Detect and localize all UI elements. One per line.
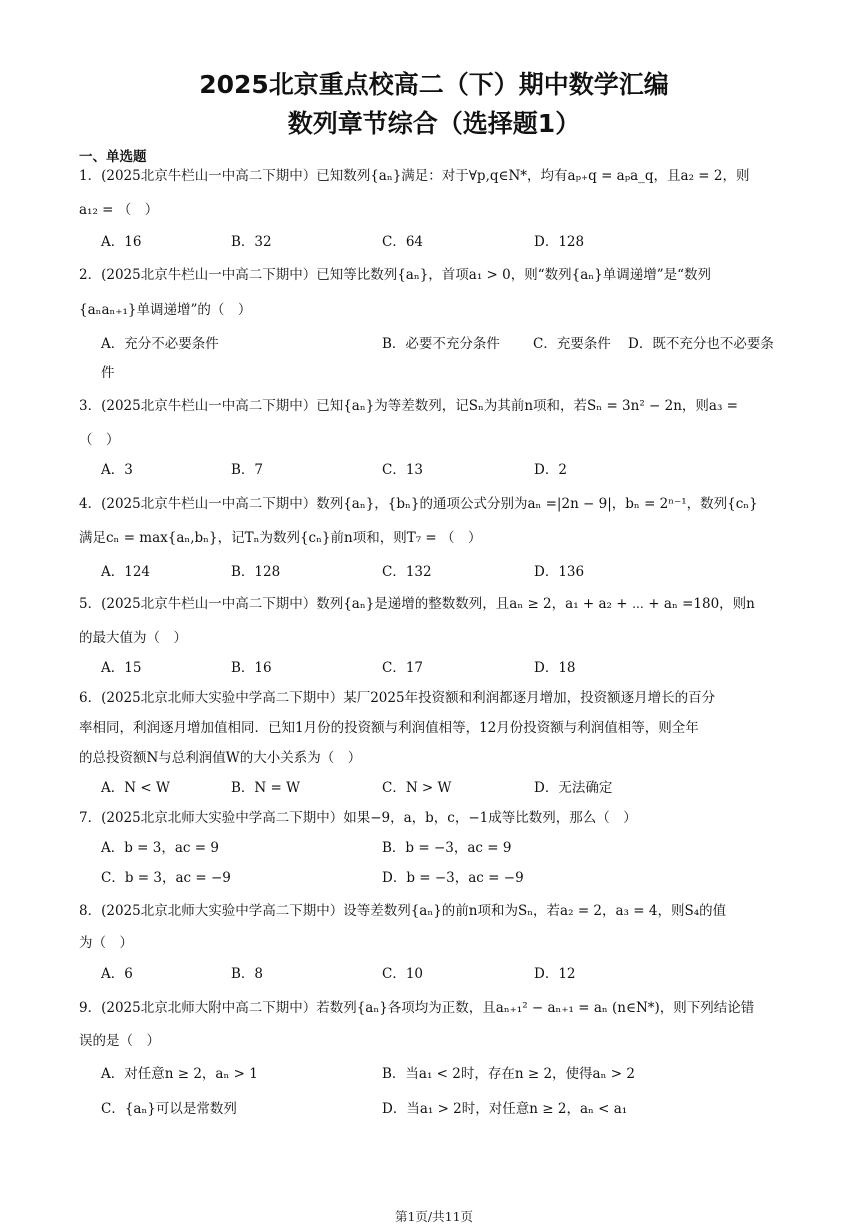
- q1-option-d: D．128: [534, 234, 585, 250]
- q3-option-d: D．2: [534, 462, 567, 478]
- q1-option-b: B．32: [231, 234, 272, 250]
- q7-option-b: B．b = −3，ac = 9: [382, 840, 512, 856]
- q9-option-a: A．对任意n ≥ 2，aₙ > 1: [101, 1066, 258, 1082]
- q9-option-b: B．当a₁ < 2时，存在n ≥ 2，使得aₙ > 2: [382, 1066, 635, 1082]
- q9-option-c: C．{aₙ}可以是常数列: [101, 1101, 237, 1117]
- q5-option-a: A．15: [101, 660, 142, 676]
- q5-options: [101, 659, 801, 677]
- q7-options-row2: [101, 869, 801, 887]
- q8-option-a: A．6: [101, 966, 133, 982]
- q2-option-d-continuation: 件: [101, 365, 115, 381]
- q1-options: [101, 233, 801, 251]
- q6-stem-line1: 6．(2025北京北师大实验中学高二下期中）某厂2025年投资额和利润都逐月增加，投资额逐月增长的百分: [79, 690, 716, 706]
- page-number: 第1页/共11页: [394, 1209, 474, 1224]
- q4-option-a: A．124: [101, 564, 151, 580]
- q8-stem-line2: 为（ ）: [79, 935, 133, 951]
- q2-options: [101, 335, 801, 353]
- q6-stem-line2: 率相同，利润逐月增加值相同．已知1月份的投资额与利润值相等，12月份投资额与利润值相等，则全年: [79, 720, 699, 736]
- q9-stem-line1: 9．(2025北京北师大附中高二下期中）若数列{aₙ}各项均为正数，且aₙ₊₁² − aₙ₊₁ = aₙ (n∈N*)，则下列结论错: [79, 1000, 755, 1016]
- q9-options-row1: [101, 1065, 801, 1083]
- q4-stem-line2: 满足cₙ = max{aₙ,bₙ}，记Tₙ为数列{cₙ}前n项和，则T₇ = （ ）: [79, 530, 482, 546]
- q7-option-c: C．b = 3，ac = −9: [101, 870, 231, 886]
- q3-option-a: A．3: [101, 462, 133, 478]
- q1-stem-line1: 1．(2025北京牛栏山一中高二下期中）已知数列{aₙ}满足：对于∀p,q∈N*，均有aₚ₊q = aₚa_q，且a₂ = 2，则: [79, 168, 750, 184]
- q7-option-a: A．b = 3，ac = 9: [101, 840, 219, 856]
- q4-option-c: C．132: [382, 564, 432, 580]
- q8-option-d: D．12: [534, 966, 576, 982]
- q4-option-b: B．128: [231, 564, 281, 580]
- q9-options-row2: [101, 1100, 801, 1118]
- q5-option-b: B．16: [231, 660, 272, 676]
- page-title: 2025北京重点校高二（下）期中数学汇编: [199, 70, 669, 99]
- q2-option-b: B．必要不充分条件: [382, 336, 500, 352]
- q2-option-d-wrap: [101, 364, 801, 382]
- q5-option-d: D．18: [534, 660, 576, 676]
- q6-option-c: C．N > W: [382, 780, 452, 796]
- q8-option-c: C．10: [382, 966, 424, 982]
- q6-stem-line3: 的总投资额N与总利润值W的大小关系为（ ）: [79, 750, 362, 766]
- q8-stem-line1: 8．(2025北京北师大实验中学高二下期中）设等差数列{aₙ}的前n项和为Sₙ，若a₂ = 2，a₃ = 4，则S₄的值: [79, 903, 727, 919]
- q6-options: [101, 779, 801, 797]
- q7-options-row1: [101, 839, 801, 857]
- q5-stem-line1: 5．(2025北京牛栏山一中高二下期中）数列{aₙ}是递增的整数数列，且aₙ ≥ 2，a₁ + a₂ + ⋯ + aₙ =180，则n: [79, 596, 755, 612]
- q4-stem-line1: 4．(2025北京牛栏山一中高二下期中）数列{aₙ}，{bₙ}的通项公式分别为aₙ =|2n − 9|，bₙ = 2ⁿ⁻¹，数列{cₙ}: [79, 496, 758, 512]
- q3-option-c: C．13: [382, 462, 424, 478]
- q1-option-a: A．16: [101, 234, 142, 250]
- q2-option-a: A．充分不必要条件: [101, 336, 219, 352]
- q4-options: [101, 563, 801, 581]
- q6-option-d: D．无法确定: [534, 780, 613, 796]
- q2-option-c: C．充要条件: [533, 336, 611, 352]
- q3-option-b: B．7: [231, 462, 264, 478]
- q8-options: [101, 965, 801, 983]
- q2-option-d: D．既不充分也不必要条: [628, 336, 774, 352]
- q1-stem-line2: a₁₂ = （ ）: [79, 202, 159, 218]
- q5-option-c: C．17: [382, 660, 424, 676]
- q9-stem-line2: 误的是（ ）: [79, 1033, 160, 1049]
- q4-option-d: D．136: [534, 564, 585, 580]
- q7-stem-line1: 7．(2025北京北师大实验中学高二下期中）如果−9，a，b，c，−1成等比数列，那么（ ）: [79, 810, 637, 826]
- q3-stem-line1: 3．(2025北京牛栏山一中高二下期中）已知{aₙ}为等差数列，记Sₙ为其前n项和，若Sₙ = 3n² − 2n，则a₃ =: [79, 398, 738, 414]
- q2-stem-line2: {aₙaₙ₊₁}单调递增”的（ ）: [79, 302, 252, 318]
- q3-stem-line2: （ ）: [79, 432, 120, 448]
- page-subtitle: 数列章节综合（选择题1）: [287, 109, 581, 138]
- q6-option-a: A．N < W: [101, 780, 170, 796]
- q1-option-c: C．64: [382, 234, 424, 250]
- q3-options: [101, 461, 801, 479]
- q7-option-d: D．b = −3，ac = −9: [382, 870, 524, 886]
- q5-stem-line2: 的最大值为（ ）: [79, 630, 187, 646]
- q2-stem-line1: 2．(2025北京牛栏山一中高二下期中）已知等比数列{aₙ}，首项a₁ > 0，则“数列{aₙ}单调递增”是“数列: [79, 267, 711, 283]
- q6-option-b: B．N = W: [231, 780, 301, 796]
- q9-option-d: D．当a₁ > 2时，对任意n ≥ 2，aₙ < a₁: [382, 1101, 628, 1117]
- section-heading: 一、单选题: [79, 149, 147, 165]
- q8-option-b: B．8: [231, 966, 264, 982]
